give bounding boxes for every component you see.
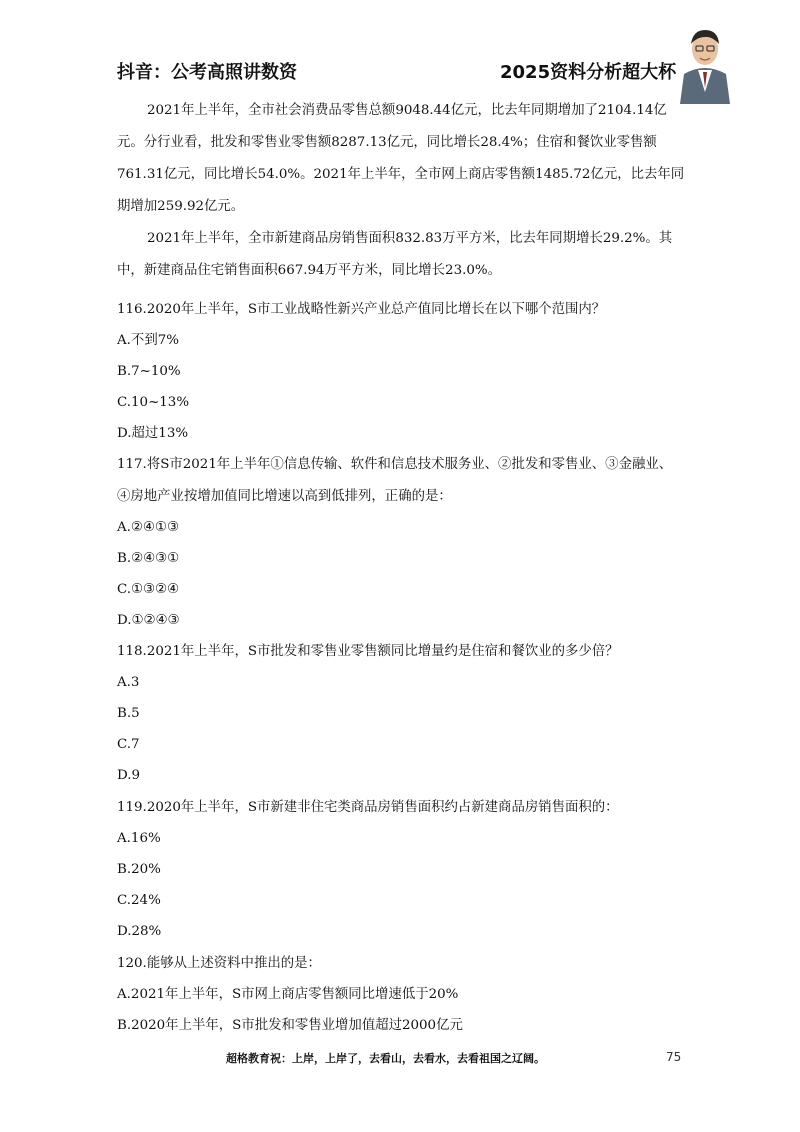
option-c: C.①③②④ — [117, 582, 180, 597]
question-stem: 118.2021年上半年，S市批发和零售业零售额同比增量约是住宿和餐饮业的多少倍？ — [117, 644, 619, 659]
footer-slogan: 超格教育祝：上岸，上岸了，去看山，去看水，去看祖国之辽阔。 — [226, 1052, 545, 1065]
option-c: C.7 — [117, 737, 140, 752]
teacher-avatar — [676, 22, 734, 104]
option-d: D.①②④③ — [117, 613, 180, 628]
page-number: 75 — [666, 1050, 682, 1064]
header-left-text: 抖音：公考高照讲数资 — [117, 62, 297, 83]
option-a: A.不到7% — [117, 333, 179, 348]
option-a: A.3 — [117, 675, 140, 690]
passage-paragraph-2: 2021年上半年，全市新建商品房销售面积832.83万平方米，比去年同期增长29.2%。其中，新建商品住宅销售面积667.94万平方米，同比增长23.0%。 — [117, 231, 673, 278]
question-stem: 117.将S市2021年上半年①信息传输、软件和信息技术服务业、②批发和零售业、③金融业、④房地产业按增加值同比增速以高到低排列，正确的是： — [117, 457, 673, 504]
option-a: A.2021年上半年，S市网上商店零售额同比增速低于20% — [117, 987, 459, 1002]
option-a: A.②④①③ — [117, 520, 179, 535]
option-b: B.2020年上半年，S市批发和零售业增加值超过2000亿元 — [117, 1018, 463, 1033]
option-b: B.②④③① — [117, 551, 180, 566]
option-c: C.24% — [117, 893, 161, 908]
option-d: D.超过13% — [117, 426, 189, 441]
question-stem: 120.能够从上述资料中推出的是： — [117, 956, 321, 971]
question-stem: 116.2020年上半年，S市工业战略性新兴产业总产值同比增长在以下哪个范围内？ — [117, 302, 606, 317]
passage-paragraph-1: 2021年上半年，全市社会消费品零售总额9048.44亿元，比去年同期增加了2104.14亿元。分行业看，批发和零售业零售额8287.13亿元，同比增长28.4%；住宿和餐饮业零售额761.31亿元，同比增长54.0%。2021年上半年，全市网上商店零售额1485.72亿元，比去年同期增加259.92亿元。 — [117, 103, 685, 214]
option-b: B.5 — [117, 706, 140, 721]
option-b: B.20% — [117, 862, 161, 877]
option-d: D.28% — [117, 924, 162, 939]
option-c: C.10~13% — [117, 395, 190, 410]
option-d: D.9 — [117, 768, 141, 783]
header-right-text: 2025资料分析超大杯 — [500, 62, 677, 83]
question-stem: 119.2020年上半年，S市新建非住宅类商品房销售面积约占新建商品房销售面积的： — [117, 800, 619, 815]
option-b: B.7~10% — [117, 364, 181, 379]
option-a: A.16% — [117, 831, 161, 846]
